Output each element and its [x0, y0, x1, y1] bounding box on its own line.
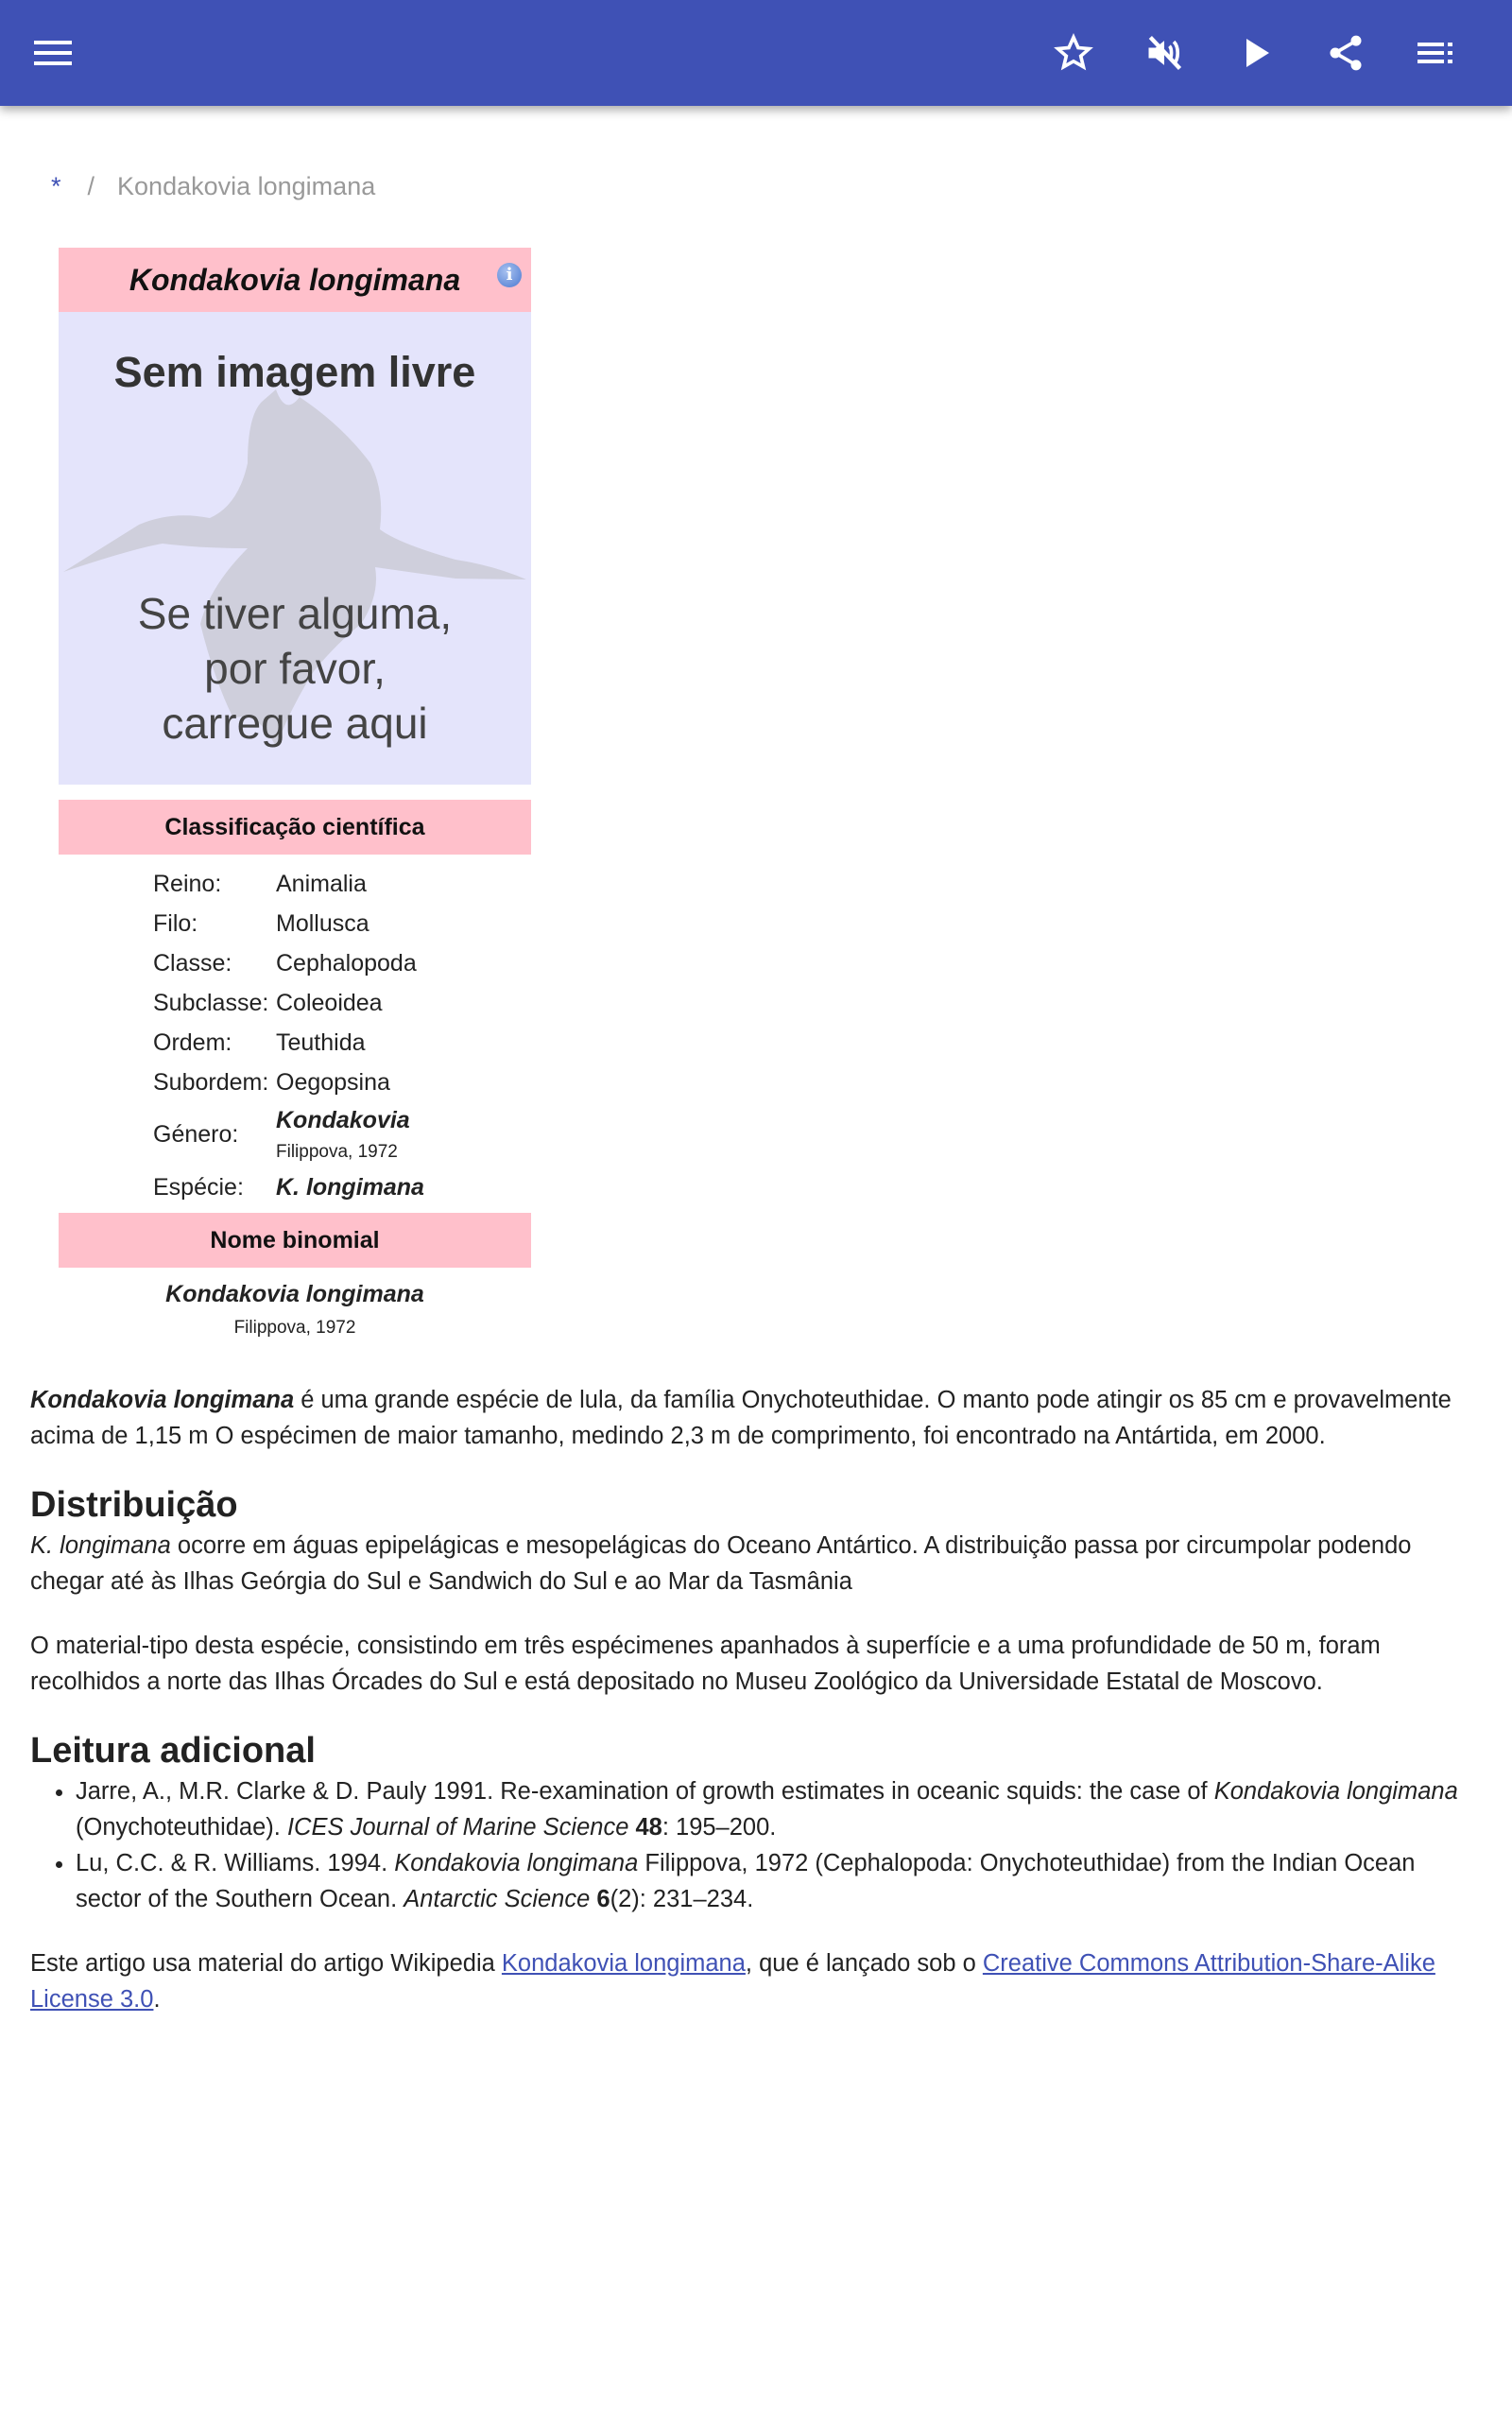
ref-journal: ICES Journal of Marine Science: [286, 1814, 629, 1841]
no-image-title: Sem imagem livre: [113, 348, 476, 396]
upload-prompt-line: por favor,: [204, 644, 386, 693]
genus-name[interactable]: Kondakovia: [276, 1107, 410, 1133]
dist-species: K. longimana: [30, 1532, 171, 1559]
table-row: [153, 864, 424, 904]
breadcrumb: [51, 172, 375, 201]
genus-author: Filippova, 1972: [276, 1142, 398, 1162]
classification-table: [153, 864, 424, 1207]
ref-text: Lu, C.C. & R. Williams. 1994.: [76, 1850, 395, 1876]
rank-label: Subordem:: [153, 1068, 269, 1096]
attribution-text: .: [153, 1986, 161, 2013]
ref-text: (2): 231–234.: [610, 1886, 754, 1912]
rank-value: Mollusca: [276, 909, 369, 937]
binomial: [59, 1281, 531, 1339]
list-item: [76, 1845, 1486, 1917]
rank-value: Teuthida: [276, 1028, 366, 1056]
classification-header: Classificação científica: [59, 800, 531, 855]
table-row: [153, 1102, 424, 1167]
rank-value: Oegopsina: [276, 1068, 390, 1096]
star-icon[interactable]: [1051, 30, 1096, 76]
ref-text: Kondakovia longimana: [1213, 1778, 1458, 1805]
intro-paragraph: [30, 1382, 1486, 1454]
ref-volume: 6: [590, 1886, 610, 1912]
rank-label: Filo:: [153, 909, 198, 937]
taxobox: [59, 248, 531, 1339]
playlist-icon[interactable]: [1414, 30, 1459, 76]
ref-text: Jarre, A., M.R. Clarke & D. Pauly 1991. Re-examination of growth estimates in oceanic squids: the case of: [76, 1778, 1214, 1805]
share-icon[interactable]: [1323, 30, 1368, 76]
license-link[interactable]: Creative Commons Attribution-Share-Alike License 3.0: [30, 1950, 1435, 2013]
breadcrumb-current: Kondakovia longimana: [117, 172, 376, 200]
table-row: [153, 904, 424, 943]
ref-journal: Antarctic Science: [404, 1886, 591, 1912]
attribution-text: , que é lançado sob o: [745, 1950, 983, 1977]
menu-icon[interactable]: [30, 30, 76, 76]
attribution-text: Este artigo usa material do artigo Wikipedia: [30, 1950, 502, 1977]
table-row: [153, 1023, 424, 1063]
rank-value: Animalia: [276, 870, 367, 897]
table-row: [153, 983, 424, 1023]
intro-species: Kondakovia longimana: [30, 1387, 295, 1413]
table-row: [153, 943, 424, 983]
distribution-paragraph: [30, 1528, 1486, 1599]
breadcrumb-separator: /: [87, 172, 95, 200]
heading-distribution: Distribuição: [30, 1485, 238, 1525]
ref-text: Filippova, 1972 (Cephalopoda: Onychoteuthidae) from the Indian Ocean sector of the Southern Ocean.: [76, 1850, 1416, 1912]
volume-off-icon[interactable]: [1142, 30, 1187, 76]
species-name: K. longimana: [276, 1173, 424, 1201]
taxobox-title-text: Kondakovia longimana: [129, 263, 461, 297]
rank-value: Cephalopoda: [276, 949, 417, 977]
top-app-bar: [0, 0, 1512, 106]
table-row: [153, 1063, 424, 1102]
rank-label: Espécie:: [153, 1173, 244, 1201]
ref-volume: 48: [628, 1814, 662, 1841]
taxobox-title: [59, 248, 531, 312]
ref-text: Kondakovia longimana: [394, 1850, 639, 1876]
upload-prompt: [59, 586, 531, 751]
play-icon[interactable]: [1234, 30, 1280, 76]
article-body: [30, 1382, 1486, 2046]
material-paragraph: O material-tipo desta espécie, consistindo em três espécimenes apanhados à superfície e a uma profundidade de 50 m, foram recolhidos a norte das Ilhas Órcades do Sul e está depositado no Museu Zoológico da Universidade Estatal de Moscovo.: [30, 1633, 1381, 1695]
intro-text: é uma grande espécie de lula, da família Onychoteuthidae. O manto pode atingir os 85 cm e provavelmente acima de 1,15 m O espécimen de maior tamanho, medindo 2,3 m de comprimento, foi encontrado na Antártida, em 2000.: [30, 1387, 1452, 1449]
breadcrumb-home[interactable]: *: [51, 172, 61, 200]
ref-text: (Onychoteuthidae).: [76, 1814, 287, 1841]
rank-label: Classe:: [153, 949, 232, 977]
rank-label: Género:: [153, 1121, 239, 1148]
rank-value: [276, 1167, 424, 1207]
rank-value: [276, 1102, 424, 1167]
ref-text: : 195–200.: [662, 1814, 777, 1841]
upload-prompt-line: Se tiver alguma,: [137, 589, 453, 638]
heading-further-reading: Leitura adicional: [30, 1731, 316, 1771]
attribution-paragraph: [30, 1945, 1486, 2017]
rank-label: Reino:: [153, 870, 222, 897]
binomial-header: Nome binomial: [59, 1213, 531, 1268]
wikipedia-article-link[interactable]: Kondakovia longimana: [501, 1950, 746, 1977]
rank-label: Ordem:: [153, 1028, 232, 1056]
list-item: [76, 1773, 1486, 1845]
dist-text: ocorre em águas epipelágicas e mesopelágicas do Oceano Antártico. A distribuição passa por circumpolar podendo chegar até às Ilhas Geórgia do Sul e Sandwich do Sul e ao Mar da Tasmânia: [30, 1532, 1412, 1595]
upload-prompt-line: carregue aqui: [162, 699, 428, 748]
rank-label: Subclasse:: [153, 989, 269, 1016]
binomial-author: Filippova, 1972: [233, 1318, 356, 1338]
binomial-name: Kondakovia longimana: [165, 1281, 424, 1307]
table-row: [153, 1167, 424, 1207]
no-image-placeholder[interactable]: [59, 312, 531, 785]
rank-value: Coleoidea: [276, 989, 383, 1016]
reference-list: [76, 1773, 1486, 1917]
info-icon[interactable]: i: [497, 263, 522, 287]
